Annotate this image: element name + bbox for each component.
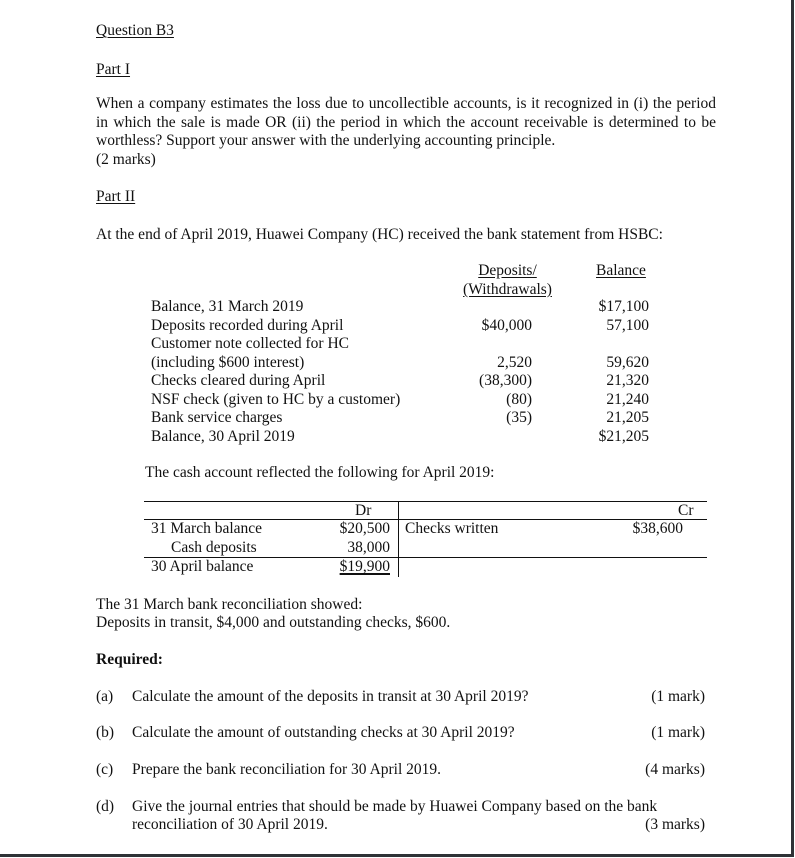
- dr-closing-amount: $19,900: [339, 558, 390, 575]
- item-letter: (d): [96, 798, 115, 815]
- item-letter: (c): [96, 761, 114, 778]
- balance-column-header: Balance: [596, 262, 646, 279]
- dr-row-label: Cash deposits: [171, 539, 257, 556]
- item-letter: (b): [96, 724, 115, 741]
- statement-row-deposit: (38,300): [479, 372, 532, 389]
- page-border-bottom: [0, 854, 794, 857]
- part1-marks: (2 marks): [96, 150, 156, 168]
- statement-row-label: Balance, 30 April 2019: [151, 428, 295, 445]
- item-letter: (a): [96, 688, 114, 705]
- item-text: Calculate the amount of outstanding checks at 30 April 2019?: [132, 724, 515, 741]
- statement-row-label: Deposits recorded during April: [151, 317, 344, 334]
- dr-header: Dr: [355, 502, 372, 519]
- march-recon-line1: The 31 March bank reconciliation showed:: [96, 596, 363, 613]
- statement-row-balance: 21,205: [606, 409, 649, 426]
- statement-row-balance: $17,100: [598, 298, 649, 315]
- part2-intro: At the end of April 2019, Huawei Company (HC) received the bank statement from HSBC:: [96, 226, 663, 243]
- statement-row-balance: $21,205: [598, 428, 649, 445]
- page-border-right: [791, 0, 794, 857]
- statement-row-balance: 57,100: [606, 317, 649, 334]
- dr-row-amount: 38,000: [347, 539, 390, 556]
- item-marks: (1 mark): [651, 724, 705, 741]
- part2-heading: Part II: [96, 188, 136, 205]
- dr-row-label: 31 March balance: [151, 520, 263, 537]
- march-recon-line2: Deposits in transit, $4,000 and outstanding checks, $600.: [96, 614, 451, 631]
- statement-row-deposit: (80): [506, 391, 532, 408]
- t-account-top-rule: [144, 501, 707, 502]
- item-marks: (4 marks): [645, 761, 705, 778]
- statement-row-label: (including $600 interest): [151, 354, 305, 371]
- part1-heading: Part I: [96, 61, 131, 78]
- required-heading: Required:: [96, 651, 163, 668]
- statement-row-label: NSF check (given to HC by a customer): [151, 391, 401, 408]
- cash-account-intro: The cash account reflected the following for April 2019:: [145, 464, 495, 481]
- item-text-continued: reconciliation of 30 April 2019.: [132, 816, 328, 833]
- statement-row-label: Customer note collected for HC: [151, 335, 350, 352]
- part1-question: [96, 95, 716, 169]
- statement-row-balance: 21,320: [606, 372, 649, 389]
- item-marks: (1 mark): [651, 688, 705, 705]
- statement-row-label: Checks cleared during April: [151, 372, 326, 389]
- statement-row-balance: 21,240: [606, 391, 649, 408]
- deposits-column-header: [450, 262, 565, 299]
- item-marks: (3 marks): [645, 816, 705, 833]
- part1-text: When a company estimates the loss due to uncollectible accounts, is it recognized in (i) the period in which the sale is made OR (ii) the period in which the account receivable is determined to be worthless? Support your answer with the underlying accounting principle.: [96, 95, 716, 149]
- item-text: Calculate the amount of the deposits in transit at 30 April 2019?: [132, 688, 529, 705]
- question-title: Question B3: [96, 22, 174, 39]
- statement-row-deposit: (35): [506, 409, 532, 426]
- statement-row-deposit: 2,520: [497, 354, 532, 371]
- statement-row-label: Balance, 31 March 2019: [151, 298, 304, 315]
- cr-row-amount: $38,600: [632, 520, 683, 537]
- statement-row-deposit: $40,000: [481, 317, 532, 334]
- t-account-divider: [398, 501, 399, 577]
- deposits-header-line2: (Withdrawals): [463, 280, 552, 298]
- item-text: Prepare the bank reconciliation for 30 April 2019.: [132, 761, 442, 778]
- item-text: Give the journal entries that should be made by Huawei Company based on the bank: [132, 798, 658, 815]
- cr-header: Cr: [678, 502, 694, 519]
- dr-closing-label: 30 April balance: [151, 558, 254, 575]
- dr-row-amount: $20,500: [339, 520, 390, 537]
- statement-row-label: Bank service charges: [151, 409, 283, 426]
- cr-row-label: Checks written: [405, 520, 499, 537]
- statement-row-balance: 59,620: [606, 354, 649, 371]
- deposits-header-line1: Deposits/: [478, 262, 537, 279]
